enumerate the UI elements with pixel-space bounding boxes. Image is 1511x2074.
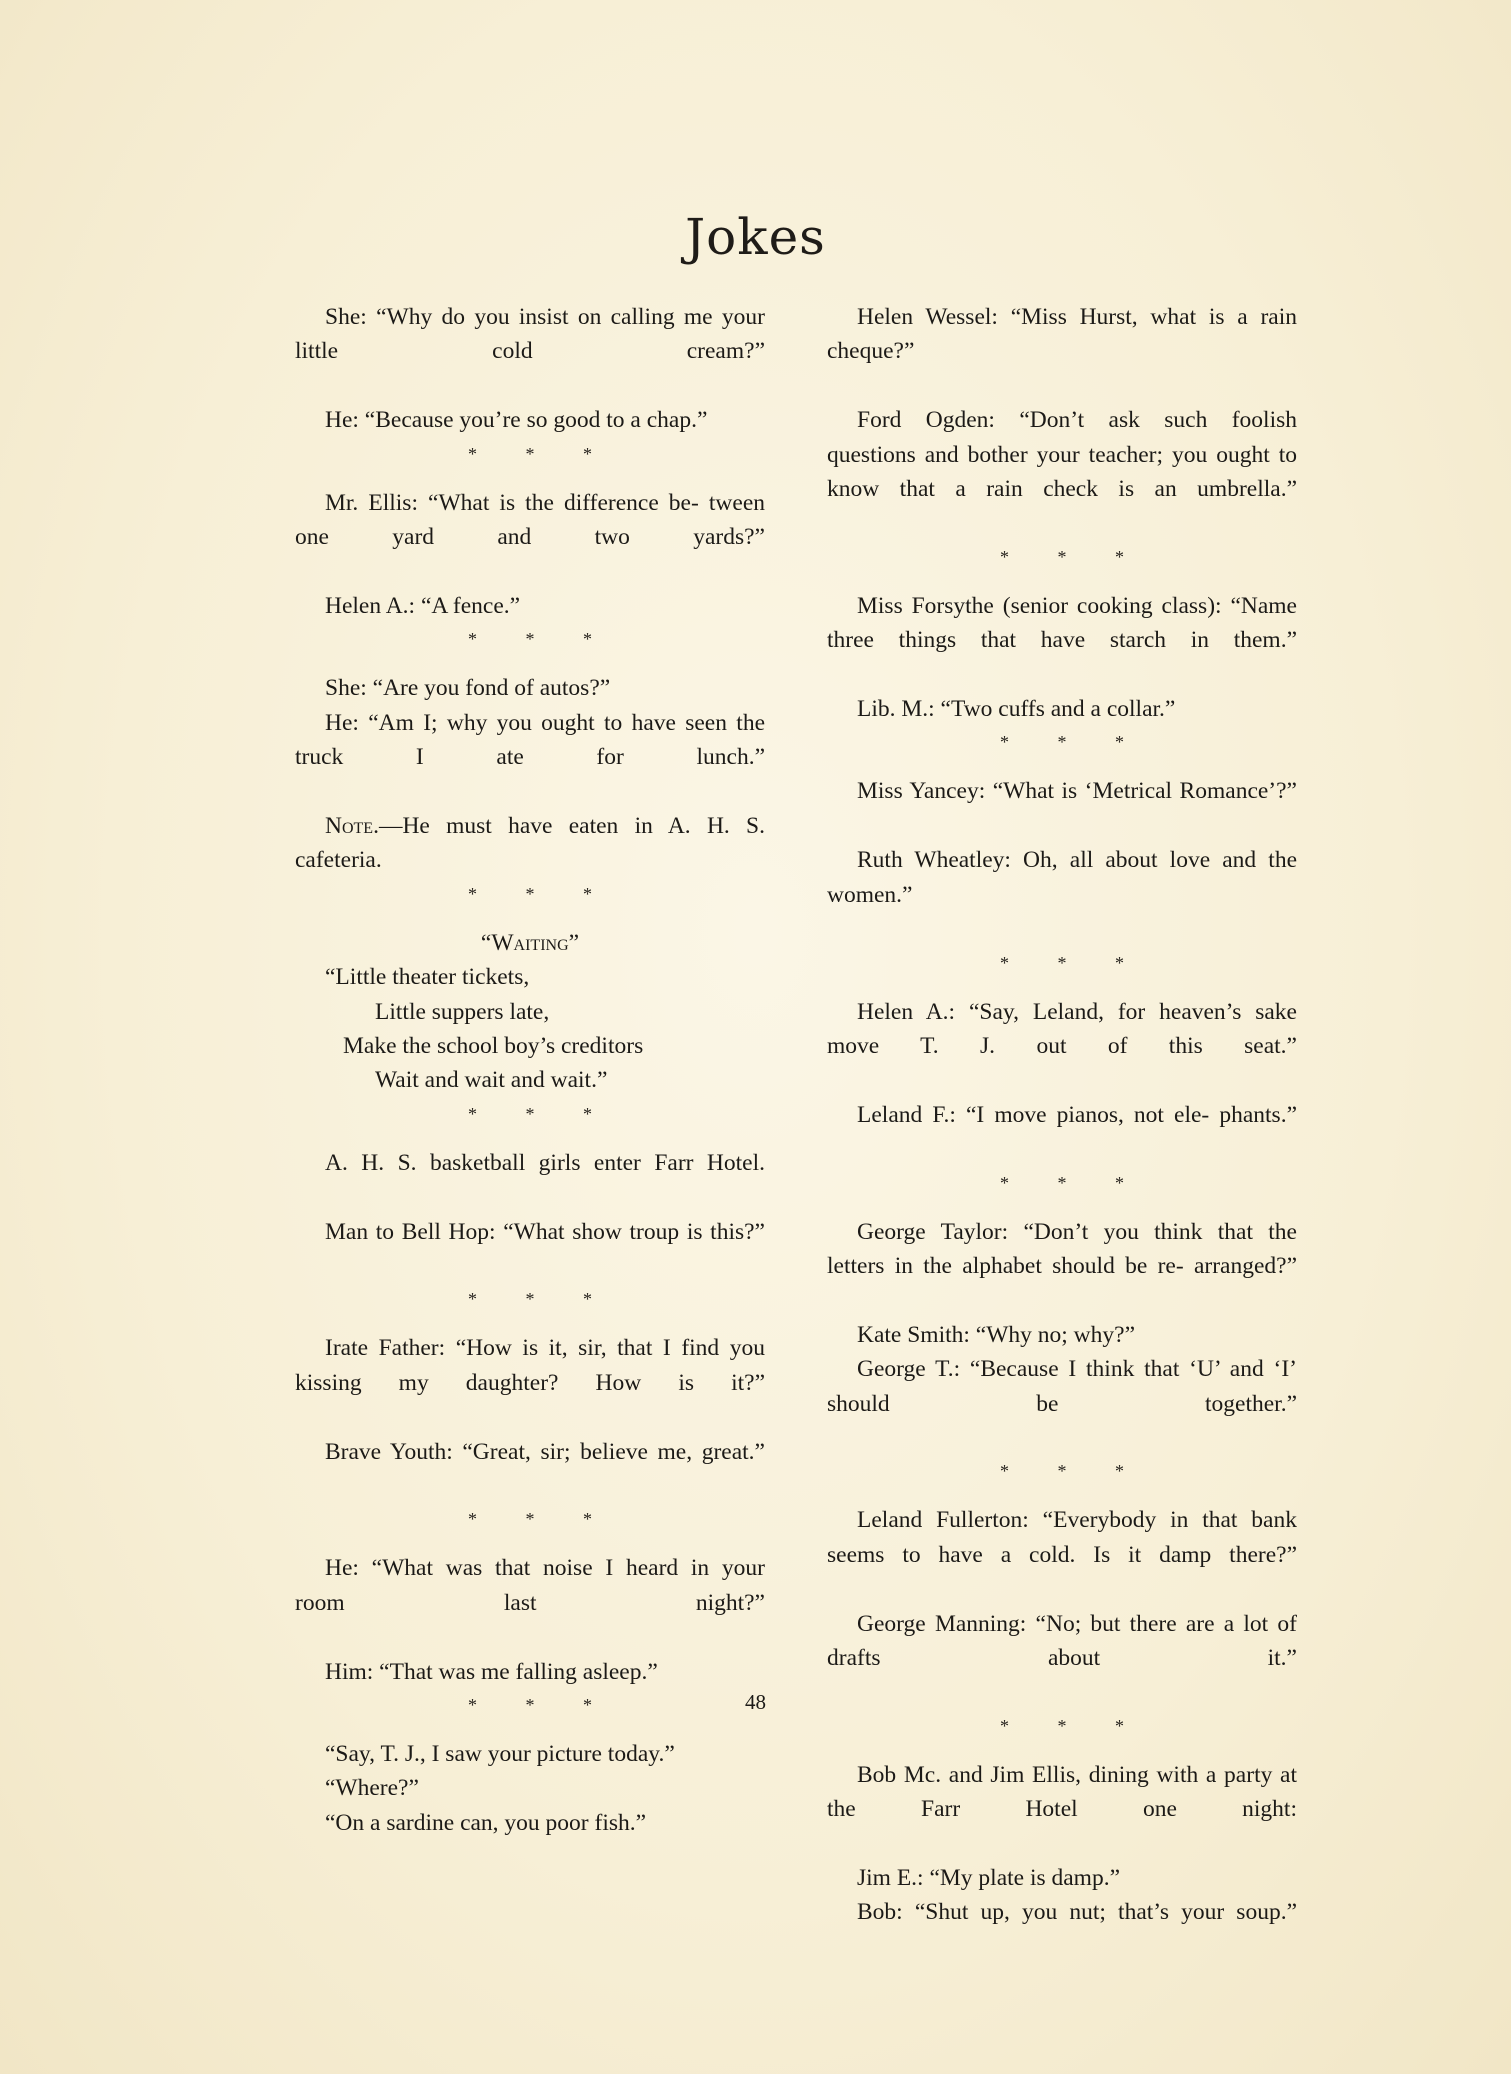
joke-line: He: “Am I; why you ought to have seen the truck I ate for lunch.” — [295, 709, 765, 771]
joke-cold-cream — [295, 300, 765, 438]
joke-line: Ford Ogden: “Don’t ask such foolish questions and bother your teacher; you ought to know that a rain check is an umbrella.” — [827, 407, 1297, 503]
joke-line: Bob: “Shut up, you nut; that’s your soup.” — [857, 1899, 1297, 1926]
joke-line: Helen A.: “A fence.” — [325, 592, 521, 619]
separator: * * * — [468, 443, 614, 464]
separator: * * * — [1000, 732, 1146, 753]
joke-line: George Taylor: “Don’t you think that the letters in the alphabet should be re- arranged?” — [827, 1218, 1297, 1279]
joke-line: She: “Are you fond of autos?” — [325, 675, 611, 702]
separator: * * * — [1000, 1715, 1146, 1736]
joke-metrical-romance — [827, 774, 1297, 946]
joke-line: Him: “That was me falling asleep.” — [325, 1658, 658, 1685]
joke-bank-cold — [827, 1503, 1297, 1709]
joke-line: He: “Because you’re so good to a chap.” — [325, 407, 708, 434]
joke-line: Leland F.: “I move pianos, not ele- phants.” — [857, 1101, 1297, 1128]
separator: * * * — [468, 629, 614, 650]
joke-line: Bob Mc. and Jim Ellis, dining with a party at the Farr Hotel one night: — [827, 1761, 1297, 1823]
joke-line: Miss Yancey: “What is ‘Metrical Romance’?” — [857, 778, 1297, 805]
separator: * * * — [468, 1509, 614, 1530]
joke-line: Jim E.: “My plate is damp.” — [857, 1865, 1121, 1892]
joke-line: He: “What was that noise I heard in your room last night?” — [295, 1555, 765, 1616]
left-column — [295, 300, 765, 1840]
joke-sardine — [295, 1737, 765, 1840]
note-label: Note. — [325, 812, 379, 839]
separator: * * * — [468, 1289, 614, 1310]
verse-line: “Little theater tickets, — [325, 964, 530, 991]
joke-line: “Say, T. J., I saw your picture today.” — [325, 1741, 675, 1767]
joke-line: George Manning: “No; but there are a lot of drafts about it.” — [827, 1610, 1297, 1671]
page-number: 48 — [745, 1690, 766, 1714]
joke-basketball — [295, 1146, 765, 1284]
joke-yard — [295, 486, 765, 624]
note-text: —He must have eaten in A. H. S. cafeteria. — [295, 812, 765, 874]
separator: * * * — [1000, 1172, 1146, 1193]
joke-line: Mr. Ellis: “What is the difference be- tween one yard and two yards?” — [295, 489, 765, 551]
separator: * * * — [468, 1695, 614, 1715]
separator: * * * — [1000, 952, 1146, 973]
joke-pianos — [827, 995, 1297, 1167]
joke-line: Miss Forsythe (senior cooking class): “Name three things that have starch in them.” — [827, 592, 1297, 654]
separator: * * * — [1000, 546, 1146, 567]
joke-line: Kate Smith: “Why no; why?” — [857, 1321, 1136, 1348]
poem-waiting — [295, 926, 765, 1098]
joke-irate-father — [295, 1331, 765, 1503]
joke-line: Ruth Wheatley: Oh, all about love and the women.” — [827, 847, 1297, 908]
joke-starch — [827, 589, 1297, 727]
joke-line: “Where?” — [325, 1775, 419, 1802]
joke-line: Brave Youth: “Great, sir; believe me, great.” — [325, 1438, 765, 1465]
joke-line: Helen Wessel: “Miss Hurst, what is a rain cheque?” — [827, 304, 1297, 365]
separator: * * * — [468, 1103, 614, 1124]
joke-rain-cheque — [827, 300, 1297, 541]
joke-line: Lib. M.: “Two cuffs and a collar.” — [857, 696, 1176, 723]
verse-line: Little suppers late, — [375, 998, 550, 1025]
separator: * * * — [1000, 1461, 1146, 1482]
joke-line: A. H. S. basketball girls enter Farr Hotel. — [325, 1149, 765, 1176]
verse-line: Wait and wait and wait.” — [375, 1067, 608, 1094]
joke-line: She: “Why do you insist on calling me your little cold cream?” — [295, 304, 765, 365]
joke-line: George T.: “Because I think that ‘U’ and ‘I’ should be together.” — [827, 1356, 1297, 1417]
joke-alphabet — [827, 1215, 1297, 1456]
joke-line: Helen A.: “Say, Leland, for heaven’s sake move T. J. out of this seat.” — [827, 998, 1297, 1059]
joke-autos — [295, 671, 765, 877]
joke-line: “On a sardine can, you poor fish.” — [325, 1809, 647, 1836]
separator: * * * — [468, 883, 614, 904]
joke-line: Leland Fullerton: “Everybody in that bank seems to have a cold. Is it damp there?” — [827, 1507, 1297, 1568]
joke-noise — [295, 1551, 765, 1689]
joke-note — [295, 809, 765, 878]
joke-line: Man to Bell Hop: “What show troup is this?” — [325, 1218, 765, 1245]
joke-soup — [827, 1758, 1297, 1964]
joke-line: Irate Father: “How is it, sir, that I find you kissing my daughter? How is it?” — [295, 1335, 765, 1396]
verse-line: Make the school boy’s creditors — [343, 1032, 644, 1059]
page-title: Jokes — [685, 208, 826, 266]
poem-heading: “Waiting” — [480, 929, 580, 956]
